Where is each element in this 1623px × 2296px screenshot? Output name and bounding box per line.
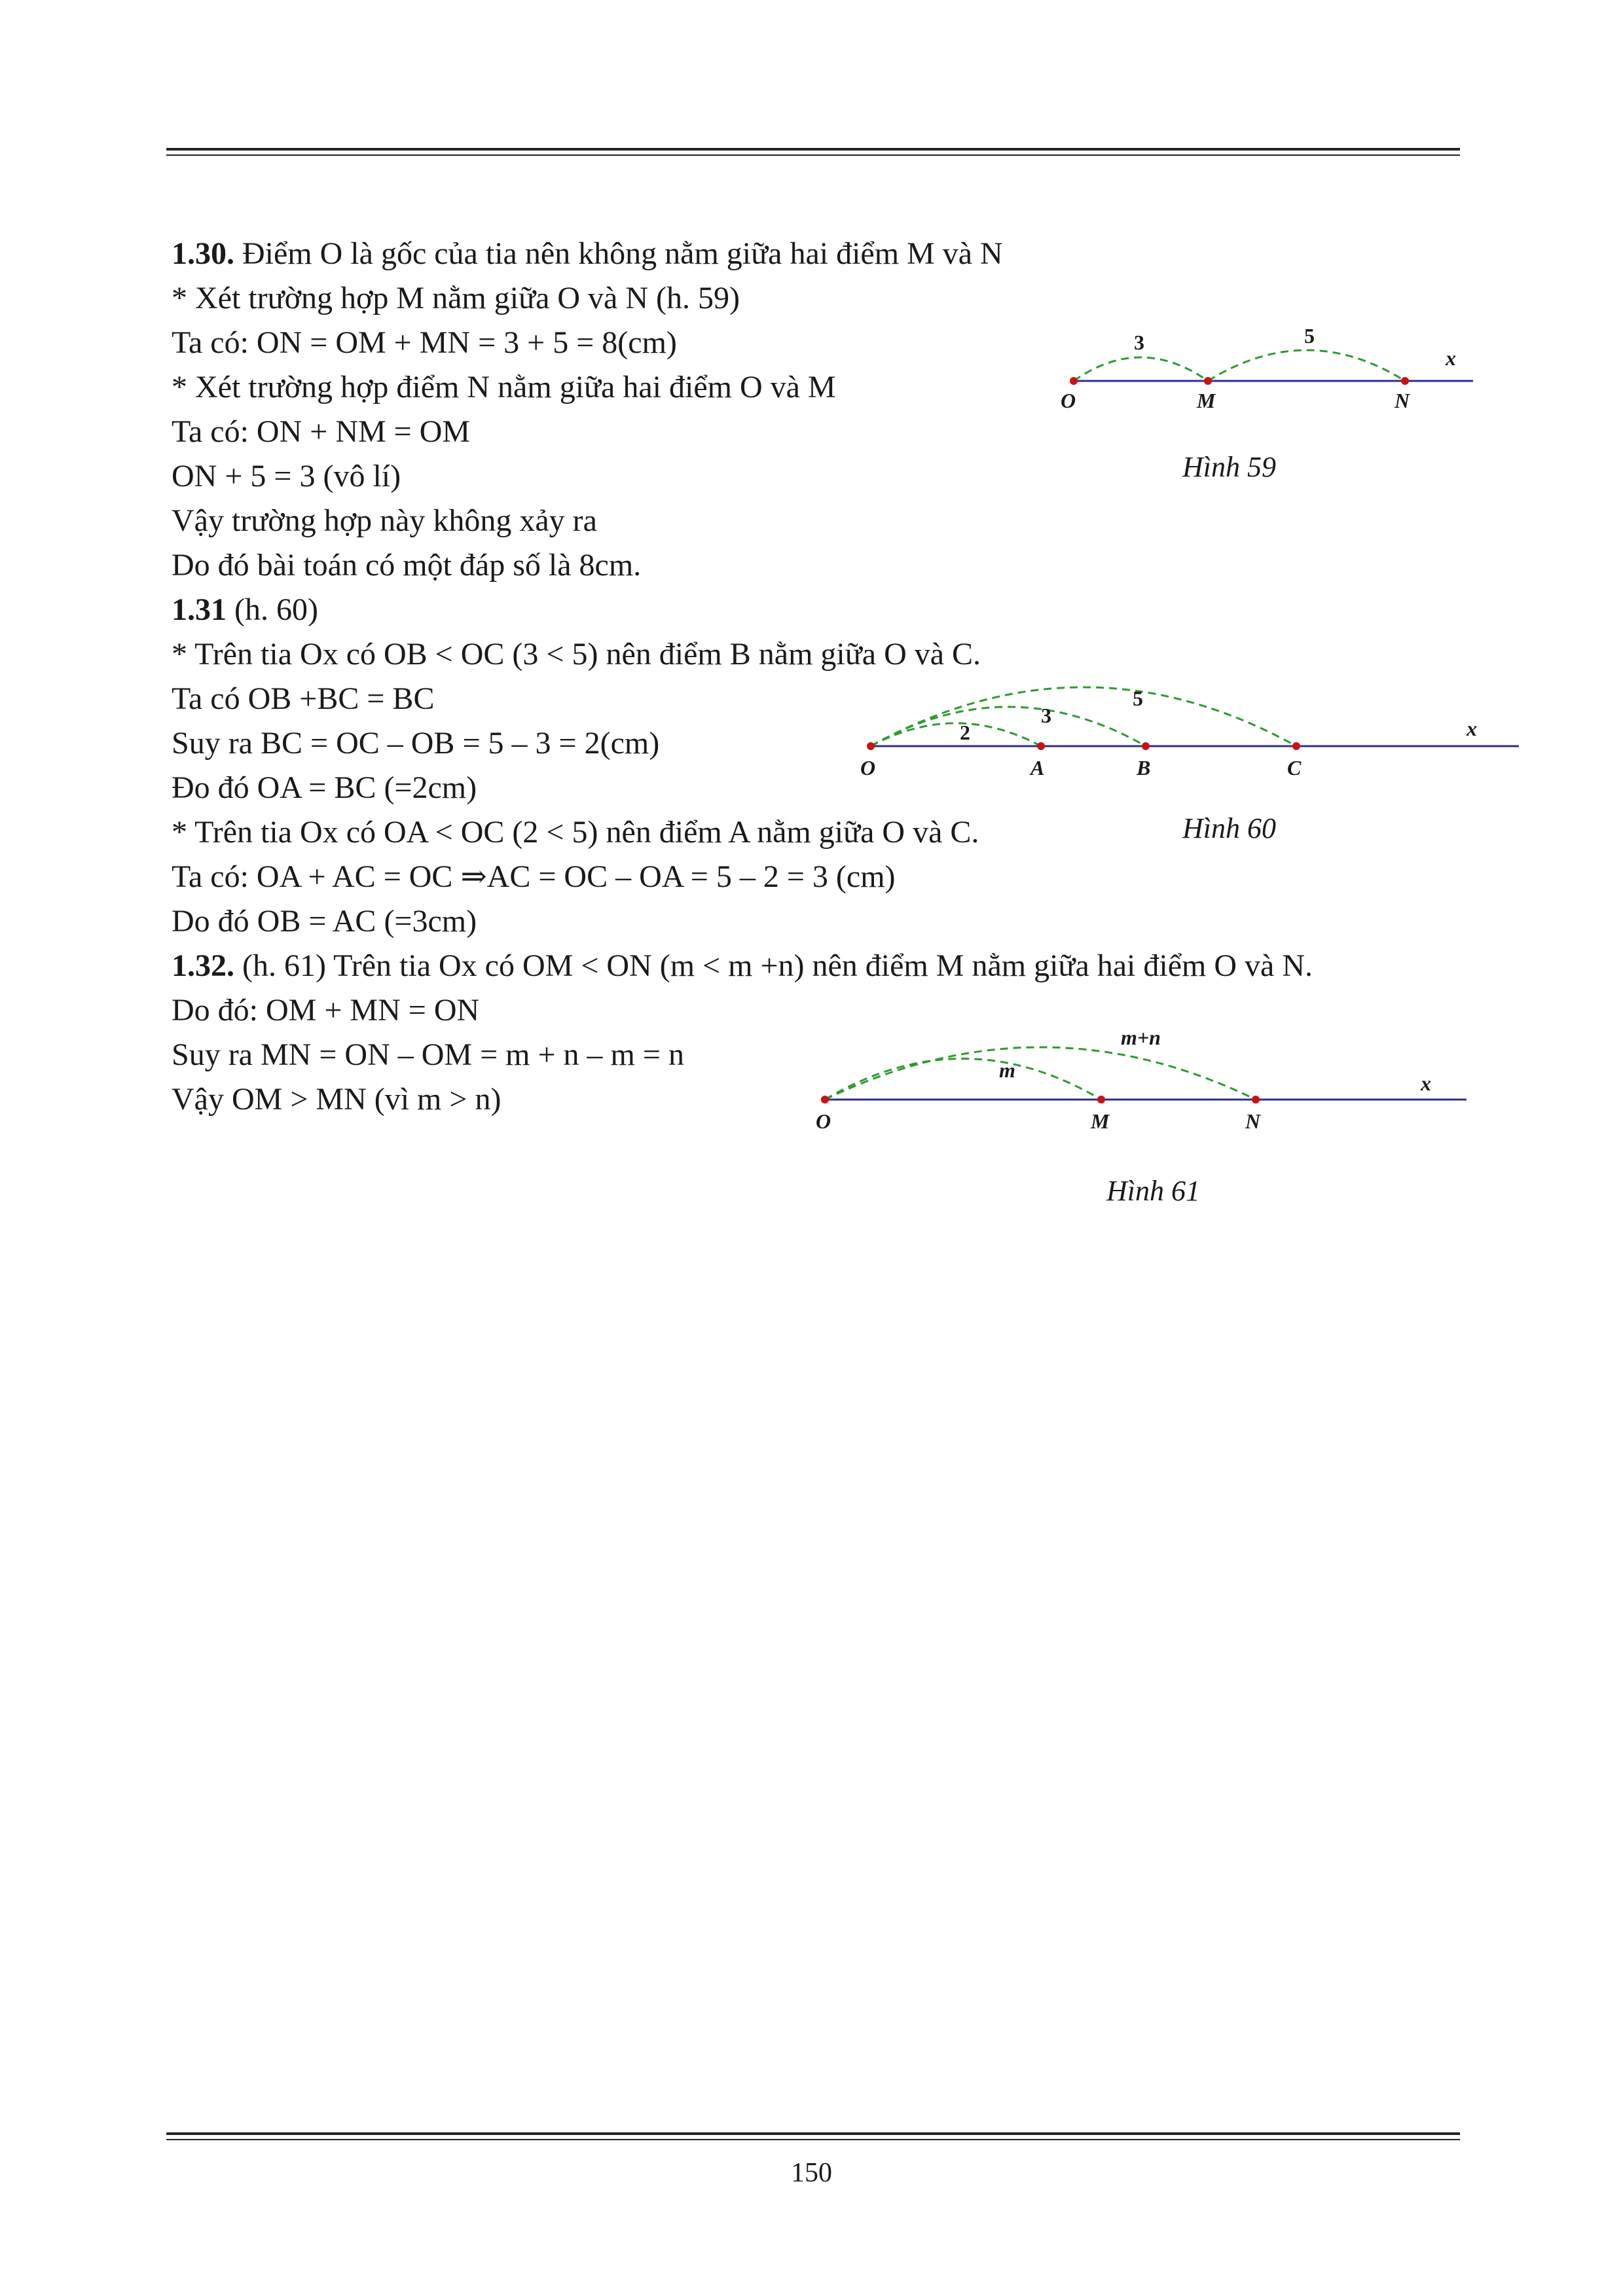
fig60-label-x: x	[1467, 717, 1477, 740]
p131-line-3: Ta có OB +BC = BC	[172, 681, 435, 716]
p130-text-1: Điểm O là gốc của tia nên không nằm giữa hai điểm M và N	[234, 236, 1003, 271]
p130-line-2: * Xét trường hợp M nằm giữa O và N (h. 59)	[172, 281, 740, 315]
figure-61	[805, 1021, 1486, 1145]
p131-line-2: * Trên tia Ox có OB < OC (3 < 5) nên điểm B nằm giữa O và C.	[172, 637, 981, 672]
p132-number: 1.32.	[172, 948, 234, 983]
p132-text-1: (h. 61) Trên tia Ox có OM < ON (m < m +n) nên điểm M nằm giữa hai điểm O và N.	[234, 948, 1313, 983]
fig61-label-n: N	[1245, 1109, 1261, 1133]
fig61-label-m: M	[1091, 1109, 1110, 1133]
fig60-label-b: B	[1137, 756, 1151, 780]
fig60-arc-oa	[871, 723, 1041, 746]
header-rule-bottom	[166, 154, 1460, 156]
p130-line-8: Do đó bài toán có một đáp số là 8cm.	[172, 548, 642, 583]
fig60-arc-label-2: 2	[960, 721, 970, 744]
p132-line-2: Do đó: OM + MN = ON	[172, 993, 480, 1028]
p130-line-5: Ta có: ON + NM = OM	[172, 414, 471, 449]
fig59-label-n: N	[1395, 389, 1410, 412]
fig60-point-o	[867, 742, 875, 750]
header-rule-top	[166, 148, 1460, 151]
fig60-caption: Hình 60	[1182, 812, 1276, 844]
p131-line-5: Đo đó OA = BC (=2cm)	[172, 770, 477, 805]
fig59-point-m	[1204, 377, 1212, 385]
footer-rule-bottom	[166, 2139, 1460, 2140]
p130-line-4: * Xét trường hợp điểm N nằm giữa hai điểm O và M	[172, 370, 836, 404]
fig60-label-o: O	[860, 756, 876, 780]
fig59-arc-label-3: 3	[1134, 331, 1144, 354]
fig59-label-o: O	[1061, 389, 1076, 412]
fig59-arc-mn	[1208, 350, 1405, 381]
fig61-arc-label-m: m	[999, 1058, 1015, 1082]
fig59-arc-om	[1074, 357, 1208, 381]
p131-line-8: Do đó OB = AC (=3cm)	[172, 904, 477, 939]
fig61-arc-om	[825, 1059, 1101, 1100]
fig59-label-x: x	[1446, 346, 1456, 370]
fig60-arc-label-5: 5	[1133, 687, 1143, 710]
fig59-arc-label-5: 5	[1304, 324, 1315, 348]
fig59-point-o	[1070, 377, 1078, 385]
fig60-point-c	[1292, 742, 1300, 750]
p130-line-3: Ta có: ON = OM + MN = 3 + 5 = 8(cm)	[172, 325, 677, 360]
fig61-arc-on	[825, 1047, 1256, 1100]
p132-line-3: Suy ra MN = ON – OM = m + n – m = n	[172, 1037, 684, 1072]
fig60-arc-oc	[871, 687, 1296, 746]
fig61-label-o: O	[816, 1109, 831, 1133]
p130-line-1	[172, 232, 1003, 276]
p130-number: 1.30.	[172, 236, 234, 271]
fig59-label-m: M	[1197, 389, 1216, 412]
fig59-caption: Hình 59	[1182, 451, 1276, 483]
fig61-label-x: x	[1421, 1071, 1431, 1095]
fig61-caption: Hình 61	[1106, 1175, 1200, 1207]
p131-number: 1.31	[172, 592, 227, 627]
p132-line-1	[172, 944, 1313, 988]
fig60-label-a: A	[1030, 756, 1045, 780]
fig61-point-m	[1097, 1096, 1105, 1103]
p131-line-7: Ta có: OA + AC = OC ⇒AC = OC – OA = 5 – 2 = 3 (cm)	[172, 859, 896, 894]
p131-line-4: Suy ra BC = OC – OB = 5 – 3 = 2(cm)	[172, 726, 660, 761]
p130-line-6: ON + 5 = 3 (vô lí)	[172, 459, 401, 493]
figure-59	[1048, 321, 1480, 412]
footer-rule-top	[166, 2132, 1460, 2135]
p131-text-1: (h. 60)	[227, 592, 318, 627]
fig60-arc-label-3: 3	[1041, 704, 1051, 727]
p131-line-6: * Trên tia Ox có OA < OC (2 < 5) nên điểm A nằm giữa O và C.	[172, 815, 979, 850]
p130-line-7: Vậy trường hợp này không xảy ra	[172, 503, 597, 538]
fig61-arc-label-mn: m+n	[1121, 1026, 1161, 1049]
fig59-point-n	[1401, 377, 1409, 385]
p132-line-4: Vậy OM > MN (vì m > n)	[172, 1082, 501, 1117]
fig60-point-b	[1142, 742, 1150, 750]
page-number: 150	[791, 2158, 832, 2188]
figure-60	[845, 668, 1525, 798]
p131-line-1	[172, 588, 318, 632]
fig61-point-o	[821, 1096, 829, 1103]
fig61-point-n	[1252, 1096, 1260, 1103]
fig60-point-a	[1037, 742, 1045, 750]
fig60-label-c: C	[1287, 756, 1302, 780]
